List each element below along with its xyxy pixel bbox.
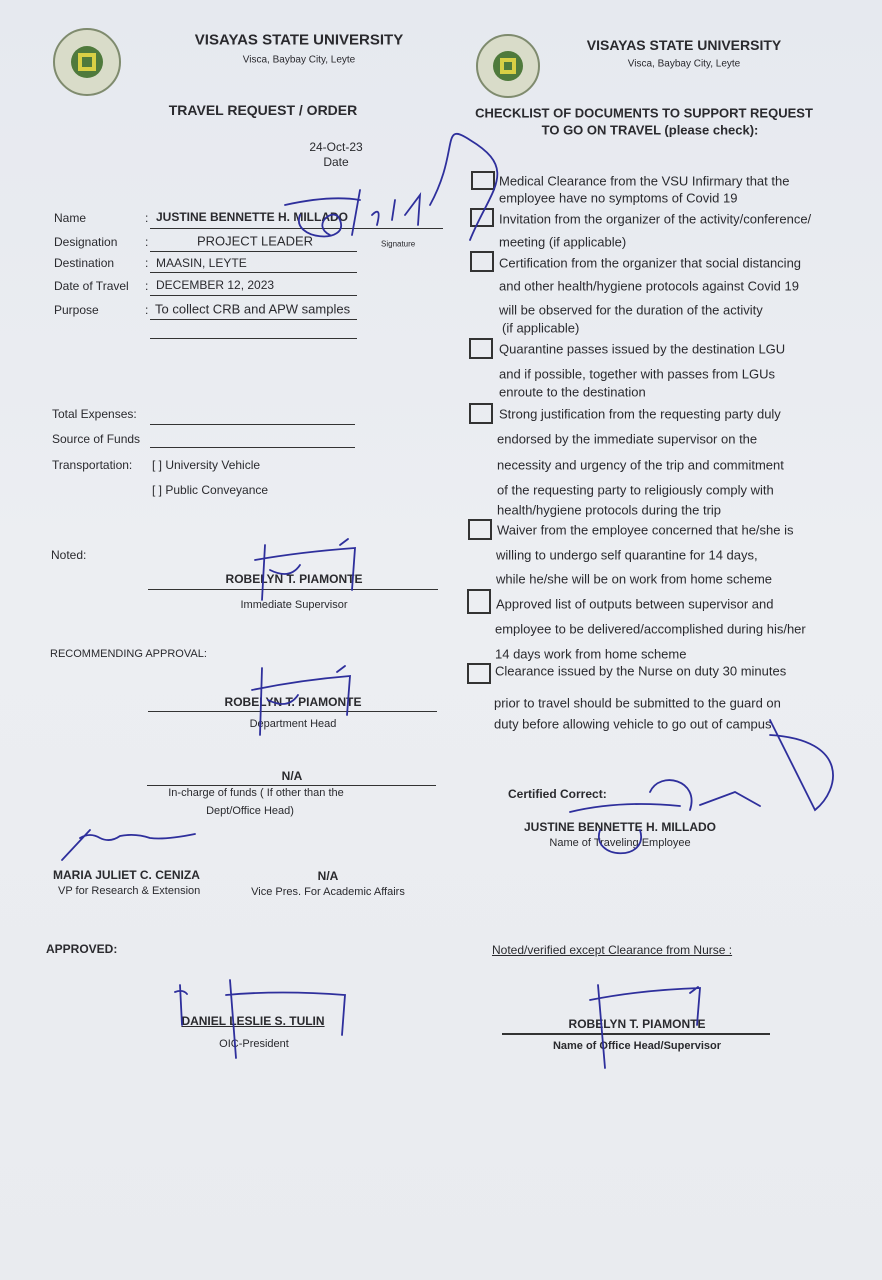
certified-title: Name of Traveling Employee xyxy=(549,837,691,849)
checklist-title-line1: CHECKLIST OF DOCUMENTS TO SUPPORT REQUEST xyxy=(475,105,813,121)
checklist-text: health/hygiene protocols during the trip xyxy=(497,502,722,518)
funds-name: N/A xyxy=(281,769,303,783)
name-label: Name xyxy=(54,211,87,225)
checklist-text: Strong justification from the requesting party duly xyxy=(499,406,781,422)
noted-verified-label: Noted/verified except Clearance from Nurse : xyxy=(492,943,733,957)
checkbox-waiver[interactable] xyxy=(468,519,492,540)
purpose-label: Purpose xyxy=(54,303,99,317)
purpose-line xyxy=(150,319,357,320)
colon: : xyxy=(145,279,149,293)
funds-title-line2: Dept/Office Head) xyxy=(206,805,294,817)
checklist-text: Clearance issued by the Nurse on duty 30 minutes xyxy=(495,663,787,679)
designation-value: PROJECT LEADER xyxy=(196,233,314,249)
checkbox-invitation[interactable] xyxy=(470,208,494,227)
certified-label: Certified Correct: xyxy=(508,787,607,801)
recommending-label: RECOMMENDING APPROVAL: xyxy=(50,648,207,660)
checklist-text: Medical Clearance from the VSU Infirmary that the xyxy=(499,173,790,189)
colon: : xyxy=(145,235,149,249)
total-expenses-line xyxy=(150,424,355,425)
name-line xyxy=(150,228,443,229)
checkbox-approved-outputs[interactable] xyxy=(467,589,491,614)
vp-research-title: VP for Research & Extension xyxy=(58,885,201,897)
purpose-value: To collect CRB and APW samples xyxy=(155,301,351,317)
form-title: TRAVEL REQUEST / ORDER xyxy=(168,102,358,118)
vp-academic-name: N/A xyxy=(317,869,339,883)
checklist-text: willing to undergo self quarantine for 14 days, xyxy=(496,547,758,563)
checklist-text: duty before allowing vehicle to go out of campus xyxy=(494,716,772,732)
checklist-text: 14 days work from home scheme xyxy=(495,646,687,662)
university-seal-right xyxy=(477,35,539,97)
checklist-text: endorsed by the immediate supervisor on the xyxy=(497,431,758,447)
signature-line xyxy=(147,785,436,786)
colon: : xyxy=(145,211,149,225)
checklist-text: Certification from the organizer that social distancing xyxy=(499,255,802,271)
checklist-text: Approved list of outputs between supervisor and xyxy=(496,596,774,612)
total-expenses-label: Total Expenses: xyxy=(52,407,137,421)
vp-academic-title: Vice Pres. For Academic Affairs xyxy=(251,886,405,898)
designation-line xyxy=(150,251,357,252)
checkbox-strong-justification[interactable] xyxy=(469,403,493,424)
checklist-text: necessity and urgency of the trip and commitment xyxy=(497,457,784,473)
checkbox-quarantine-passes[interactable] xyxy=(469,338,493,359)
date-of-travel-label: Date of Travel xyxy=(54,279,129,293)
destination-label: Destination xyxy=(54,256,115,270)
approved-label: APPROVED: xyxy=(46,942,118,956)
checklist-text: Invitation from the organizer of the activity/conference/ xyxy=(499,211,812,227)
recommending-name: ROBELYN T. PIAMONTE xyxy=(224,695,362,709)
checklist-text: and other health/hygiene protocols against Covid 19 xyxy=(499,278,799,294)
recommending-title: Department Head xyxy=(249,718,337,730)
checklist-text: meeting (if applicable) xyxy=(499,234,627,250)
funds-title-line1: In-charge of funds ( If other than the xyxy=(168,787,344,799)
noted-verified-title: Name of Office Head/Supervisor xyxy=(552,1040,722,1052)
colon: : xyxy=(145,303,149,317)
purpose-line-2 xyxy=(150,338,357,339)
signature-line xyxy=(148,589,438,590)
transport-option-university-vehicle[interactable]: [ ] University Vehicle xyxy=(152,458,261,472)
approved-name: DANIEL LESLIE S. TULIN xyxy=(181,1014,325,1028)
checklist-text: Waiver from the employee concerned that he/she is xyxy=(497,522,794,538)
checklist-text: of the requesting party to religiously comply with xyxy=(497,482,774,498)
source-of-funds-label: Source of Funds xyxy=(52,432,141,446)
university-address-left: Visca, Baybay City, Leyte xyxy=(242,54,356,66)
checklist-text: employee to be delivered/accomplished during his/her xyxy=(495,621,806,637)
university-address-right: Visca, Baybay City, Leyte xyxy=(627,58,741,70)
checklist-text: employee have no symptoms of Covid 19 xyxy=(499,190,738,206)
date-of-travel-line xyxy=(150,295,357,296)
checklist-text: will be observed for the duration of the activity xyxy=(499,302,763,318)
name-value: JUSTINE BENNETTE H. MILLADO xyxy=(156,210,349,224)
checklist-text: Quarantine passes issued by the destination LGU xyxy=(499,341,786,357)
destination-value: MAASIN, LEYTE xyxy=(156,256,247,270)
transportation-label: Transportation: xyxy=(52,458,133,472)
source-of-funds-line xyxy=(150,447,355,448)
university-seal-left xyxy=(54,29,120,95)
noted-name: ROBELYN T. PIAMONTE xyxy=(225,572,363,586)
date-label: Date xyxy=(323,155,349,169)
university-name-right: VISAYAS STATE UNIVERSITY xyxy=(586,37,782,53)
signature-piamonte-1 xyxy=(255,539,355,600)
transport-option-public-conveyance[interactable]: [ ] Public Conveyance xyxy=(152,483,269,497)
noted-label: Noted: xyxy=(51,548,87,562)
date-value: 24-Oct-23 xyxy=(309,140,363,154)
colon: : xyxy=(145,256,149,270)
approved-title: OIC-President xyxy=(219,1038,289,1050)
checkbox-nurse-clearance[interactable] xyxy=(467,663,491,684)
certified-name: JUSTINE BENNETTE H. MILLADO xyxy=(523,820,717,834)
signature-ceniza xyxy=(62,830,195,860)
signature-line xyxy=(148,711,437,712)
checklist-text: while he/she will be on work from home scheme xyxy=(496,571,773,587)
date-of-travel-value: DECEMBER 12, 2023 xyxy=(156,278,275,292)
destination-line xyxy=(150,272,357,273)
signature-label: Signature xyxy=(381,239,416,249)
noted-verified-name: ROBELYN T. PIAMONTE xyxy=(568,1017,706,1031)
university-name-left: VISAYAS STATE UNIVERSITY xyxy=(194,31,404,49)
vp-research-name: MARIA JULIET C. CENIZA xyxy=(53,868,200,882)
checklist-text: and if possible, together with passes from LGUs xyxy=(499,366,776,382)
checkbox-certification[interactable] xyxy=(470,251,494,272)
noted-title: Immediate Supervisor xyxy=(240,599,348,611)
checkbox-medical-clearance[interactable] xyxy=(471,171,495,190)
checklist-text: prior to travel should be submitted to the guard on xyxy=(494,695,781,711)
signature-line xyxy=(502,1033,770,1035)
checklist-text: (if applicable) xyxy=(502,320,580,336)
designation-label: Designation xyxy=(54,235,118,249)
checklist-title-line2: TO GO ON TRAVEL (please check): xyxy=(541,122,759,138)
checklist-text: enroute to the destination xyxy=(499,384,646,400)
